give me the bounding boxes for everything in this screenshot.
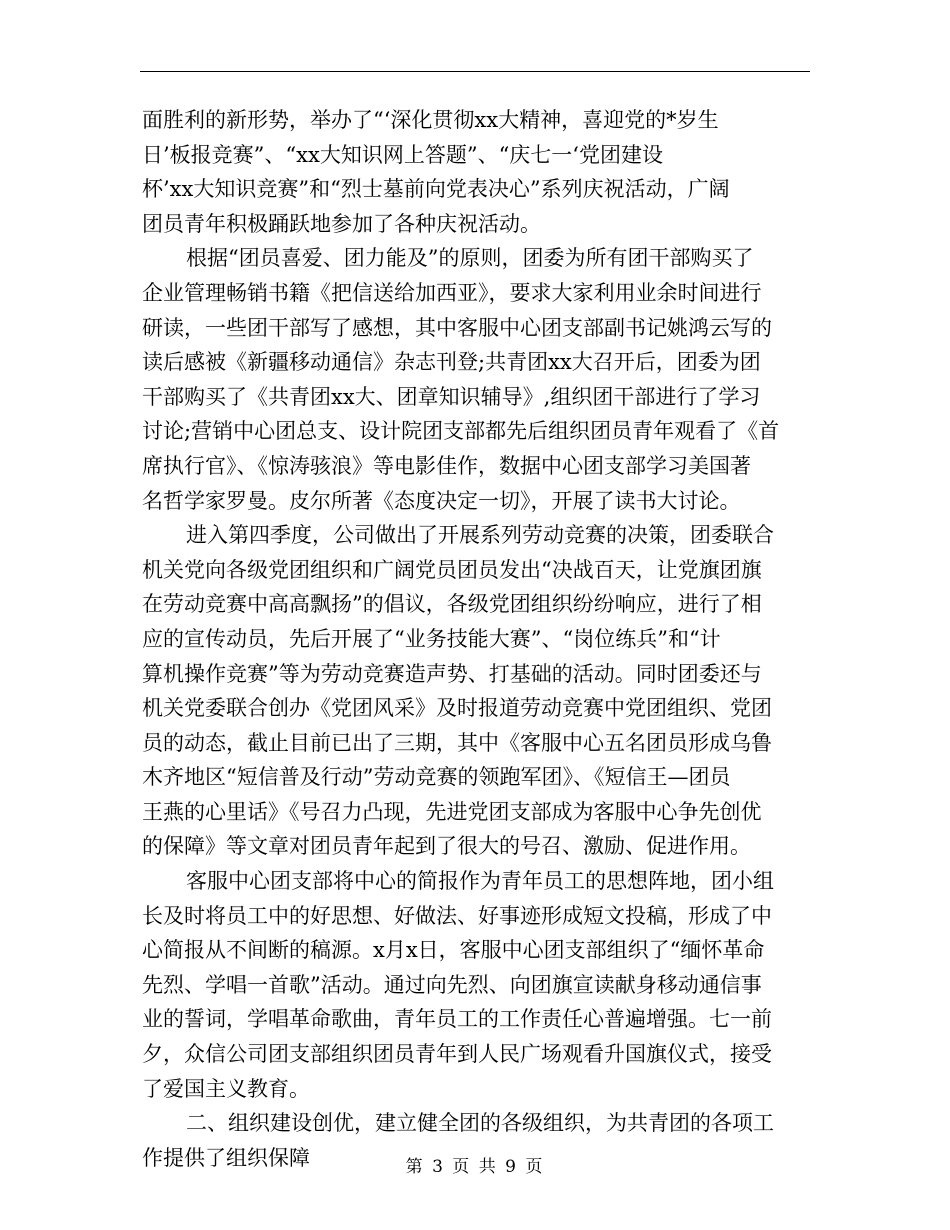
text-line: 进入第四季度，公司做出了开展系列劳动竞赛的决策，团委联合 (186, 523, 774, 548)
text-line: 先烈、学唱一首歌”活动。通过向先烈、向团旗宣读献身移动通信事 (142, 972, 762, 997)
text-line: 了爱国主义教育。 (142, 1076, 310, 1101)
text-line: 心简报从不间断的稿源。x月x日，客服中心团支部组织了“缅怀革命 (142, 938, 765, 963)
text-line: 企业管理畅销书籍《把信送给加西亚》，要求大家利用业余时间进行 (142, 280, 762, 305)
document-body (142, 103, 812, 1175)
text-line: 的保障》等文章对团员青年起到了很大的号召、激励、促进作用。 (142, 834, 751, 859)
page-footer: 第 3 页 共 9 页 (405, 1157, 545, 1177)
text-line: 业的誓词，学唱革命歌曲，青年员工的工作责任心普遍增强。七一前 (142, 1007, 772, 1032)
text-line: 作提供了组织保障 (142, 1145, 310, 1170)
text-line: 在劳动竞赛中高高飘扬”的倡议，各级党团组织纷纷响应，进行了相 (142, 592, 762, 617)
text-line: 员的动态，截止目前已出了三期，其中《客服中心五名团员形成乌鲁 (142, 730, 772, 755)
text-line: 日’板报竞赛”、“xx大知识网上答题”、“庆七一‘党团建设 (142, 142, 663, 167)
text-line: 机关党委联合创办《党团风采》及时报道劳动竞赛中党团组织、党团 (142, 696, 772, 721)
text-line: 杯’xx大知识竞赛”和“烈士墓前向党表决心”系列庆祝活动，广阔 (142, 177, 730, 202)
text-line: 席执行官》、《惊涛骇浪》等电影佳作，数据中心团支部学习美国著 (142, 453, 751, 478)
paragraph (142, 103, 812, 241)
text-line: 应的宣传动员，先后开展了“业务技能大赛”、“岗位练兵”和“计 (142, 626, 721, 651)
paragraph (142, 518, 812, 864)
text-line: 根据“团员喜爱、团力能及”的原则，团委为所有团干部购买了 (186, 246, 754, 271)
text-line: 读后感被《新疆移动通信》杂志刊登;共青团xx大召开后，团委为团 (142, 350, 761, 375)
paragraph (142, 864, 812, 1106)
text-line: 面胜利的新形势，举办了“‘深化贯彻xx大精神，喜迎党的*岁生 (142, 108, 719, 132)
text-line: 客服中心团支部将中心的简报作为青年员工的思想阵地，团小组 (186, 869, 774, 894)
text-line: 王燕的心里话》《号召力凸现，先进党团支部成为客服中心争先创优 (142, 799, 762, 824)
text-line: 名哲学家罗曼。皮尔所著《态度决定一切》，开展了读书大讨论。 (142, 488, 741, 513)
text-line: 夕，众信公司团支部组织团员青年到人民广场观看升国旗仪式，接受 (142, 1042, 772, 1067)
paragraph (142, 241, 812, 518)
text-line: 研读，一些团干部写了感想，其中客服中心团支部副书记姚鸿云写的 (142, 315, 772, 340)
text-line: 机关党向各级党团组织和广阔党员团员发出“决战百天，让党旗团旗 (142, 557, 762, 582)
text-line: 算机操作竞赛”等为劳动竞赛造声势、打基础的活动。同时团委还与 (142, 661, 762, 686)
text-line: 二、组织建设创优，建立健全团的各级组织，为共青团的各项工 (186, 1111, 774, 1136)
text-line: 团员青年积极踊跃地参加了各种庆祝活动。 (142, 211, 541, 236)
text-line: 干部购买了《共青团xx大、团章知识辅导》,组织团干部进行了学习 (142, 384, 761, 409)
text-line: 长及时将员工中的好思想、好做法、好事迹形成短文投稿，形成了中 (142, 903, 772, 928)
header-rule (140, 71, 810, 72)
text-line: 讨论;营销中心团总支、设计院团支部都先后组织团员青年观看了《首 (142, 419, 780, 444)
text-line: 木齐地区“短信普及行动”劳动竞赛的领跑军团》、《短信王—团员 (142, 765, 731, 790)
